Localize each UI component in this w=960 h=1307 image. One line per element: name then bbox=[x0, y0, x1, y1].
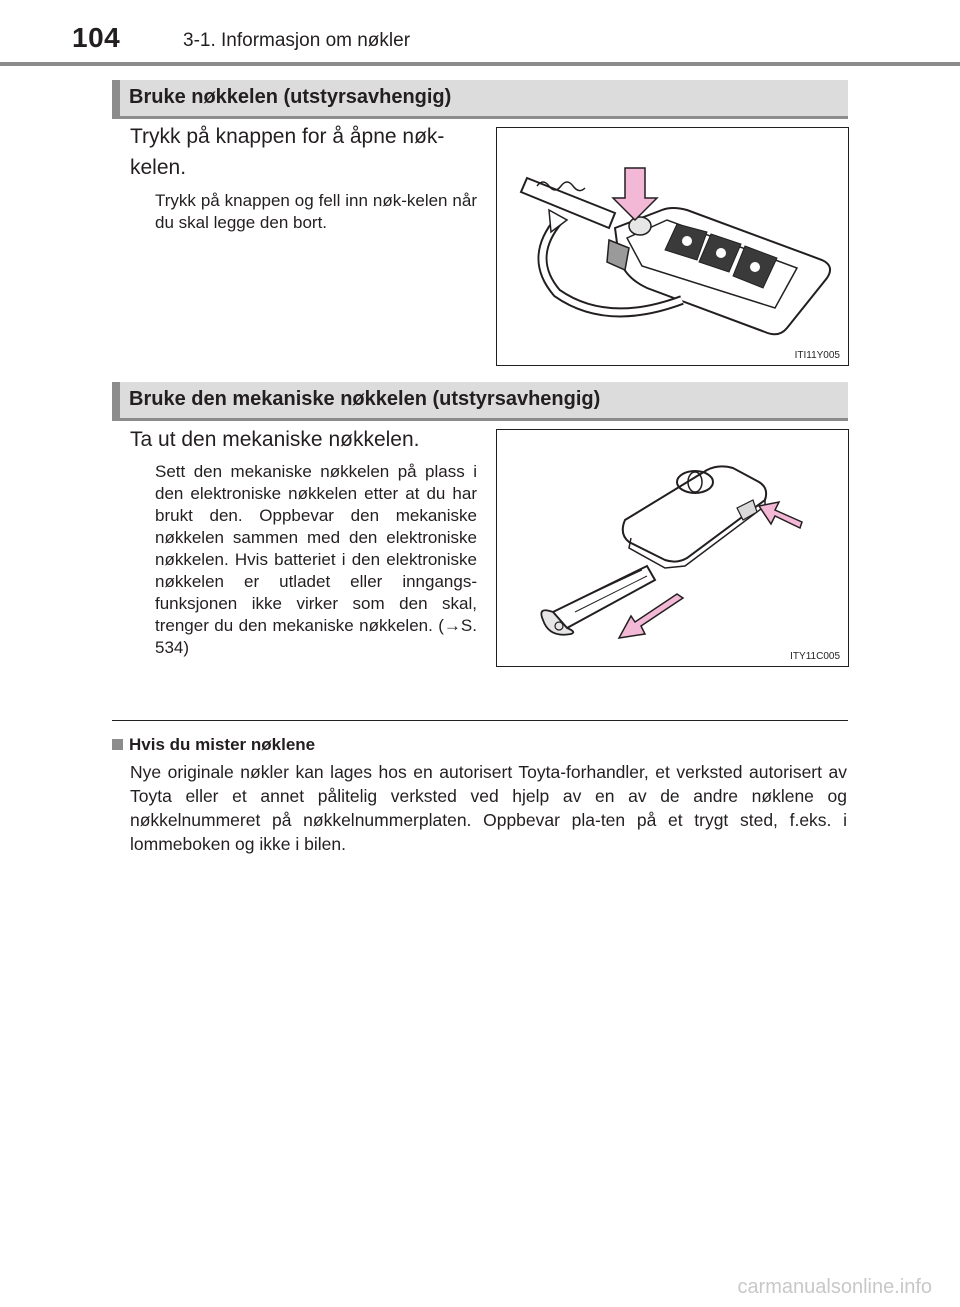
description-mechanical-key: Sett den mekaniske nøkkelen på plass i den elektroniske nøkkelen etter at du har brukt den. Oppbevar den mekaniske nøkkelen sammen med den elektroniske nøkkelen. Hvis batteriet i den elektroniske nøkkelen er utladet eller inngangs-funksjonen ikke virker som den skal, trenger du den mekaniske nøkkelen. (→S. 534) bbox=[155, 462, 477, 657]
description-fold-key: Trykk på knappen og fell inn nøk-kelen når du skal legge den bort. bbox=[155, 191, 477, 232]
section-title: Bruke den mekaniske nøkkelen (utstyrsavhengig) bbox=[129, 388, 601, 410]
figure-mechanical-key bbox=[496, 429, 849, 667]
watermark: carmanualsonline.info bbox=[737, 1276, 932, 1298]
divider bbox=[112, 720, 848, 721]
note-heading bbox=[112, 735, 315, 755]
instruction-line: kelen. bbox=[130, 156, 187, 179]
header-rule bbox=[0, 62, 960, 66]
note-body: Nye originale nøkler kan lages hos en autorisert Toyta-forhandler, et verksted autorisert av Toyta eller et annet pålitelig verksted ved hjelp av en av de andre nøklene og nøkkelnummeret på nøkkelnummerplaten. Oppbevar pla-ten på et trygt sted, f.eks. i lommeboken og ikke i bilen. bbox=[130, 762, 847, 854]
mechanical-key-illustration bbox=[497, 430, 848, 666]
section-heading-key bbox=[112, 80, 848, 119]
square-bullet-icon bbox=[112, 739, 123, 750]
figure-flip-key bbox=[496, 127, 849, 366]
instruction-line: Trykk på knappen for å åpne nøk- bbox=[130, 125, 445, 148]
figure-code: ITY11C005 bbox=[790, 651, 840, 662]
section-heading-mechanical-key bbox=[112, 382, 848, 421]
page-number: 104 bbox=[72, 22, 121, 53]
flip-key-illustration bbox=[497, 128, 848, 365]
chapter-title: 3-1. Informasjon om nøkler bbox=[183, 30, 411, 51]
section-title: Bruke nøkkelen (utstyrsavhengig) bbox=[129, 86, 452, 108]
instruction-remove-key: Ta ut den mekaniske nøkkelen. bbox=[130, 428, 420, 451]
section-marker bbox=[112, 382, 120, 418]
section-marker bbox=[112, 80, 120, 116]
figure-code: ITI11Y005 bbox=[794, 350, 840, 361]
note-title: Hvis du mister nøklene bbox=[129, 735, 316, 754]
instruction-open-key bbox=[130, 121, 480, 183]
